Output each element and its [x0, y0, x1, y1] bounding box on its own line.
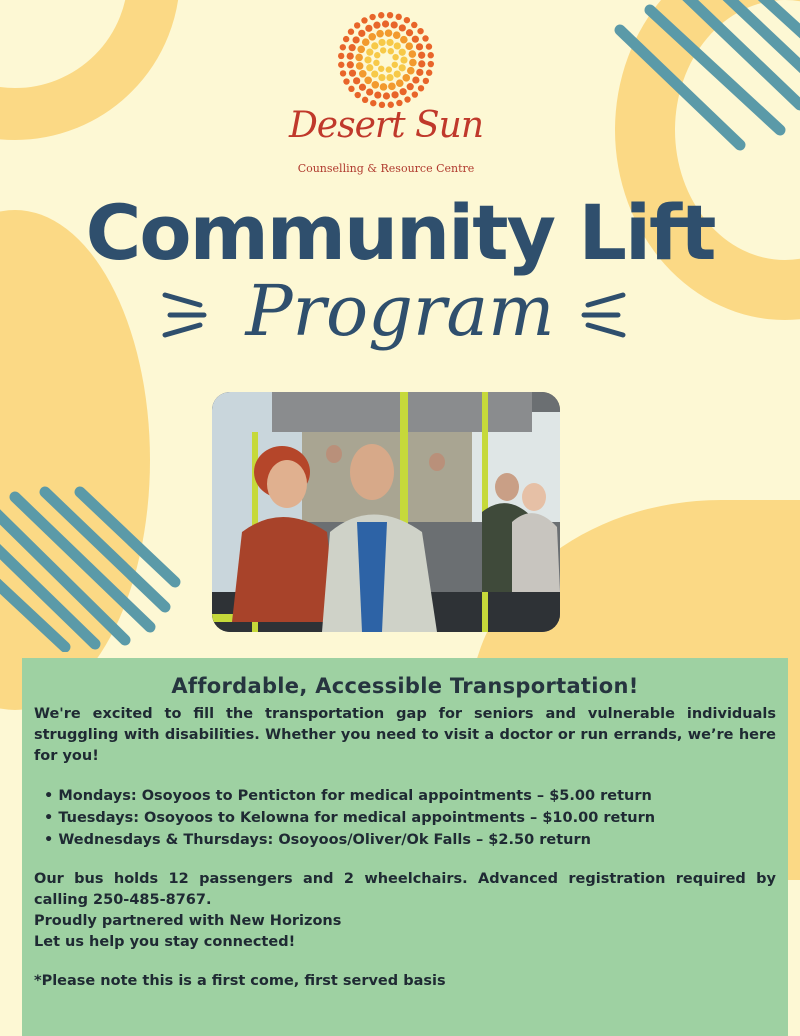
closing-line: Let us help you stay connected! [34, 934, 296, 950]
schedule-list [44, 785, 776, 851]
photo-illustration [212, 392, 560, 632]
page-subtitle: Program [245, 270, 555, 352]
page-title: Community Lift [85, 188, 715, 277]
bus-passengers-photo [212, 392, 560, 632]
logo-tagline: Counselling & Resource Centre [297, 162, 475, 175]
info-panel [22, 658, 788, 1036]
top-left-ring-decoration [0, 0, 180, 140]
info-heading: Affordable, Accessible Transportation! [171, 674, 639, 698]
right-dash-decoration [578, 290, 628, 340]
logo-name: Desert Sun [288, 105, 484, 146]
schedule-item-tuesdays: • Tuesdays: Osoyoos to Kelowna for medical appointments – $10.00 return [44, 807, 776, 829]
top-right-stripes-decoration [610, 0, 800, 160]
schedule-item-mondays: • Mondays: Osoyoos to Penticton for medical appointments – $5.00 return [44, 785, 776, 807]
footnote: *Please note this is a first come, first served basis [34, 973, 446, 989]
capacity-paragraph: Our bus holds 12 passengers and 2 wheelchairs. Advanced registration required by calling 250-485-8767. [34, 871, 776, 908]
schedule-item-wednesdays-thursdays: • Wednesdays & Thursdays: Osoyoos/Oliver/Ok Falls – $2.50 return [44, 829, 776, 851]
sun-icon [286, 10, 486, 120]
left-stripes-decoration [0, 482, 190, 652]
partner-line: Proudly partnered with New Horizons [34, 913, 342, 929]
desert-sun-logo [286, 10, 486, 180]
intro-paragraph: We're excited to fill the transportation gap for seniors and vulnerable individuals struggling with disabilities. Whether you need to visit a doctor or run errands, we’re here for you! [34, 706, 776, 764]
